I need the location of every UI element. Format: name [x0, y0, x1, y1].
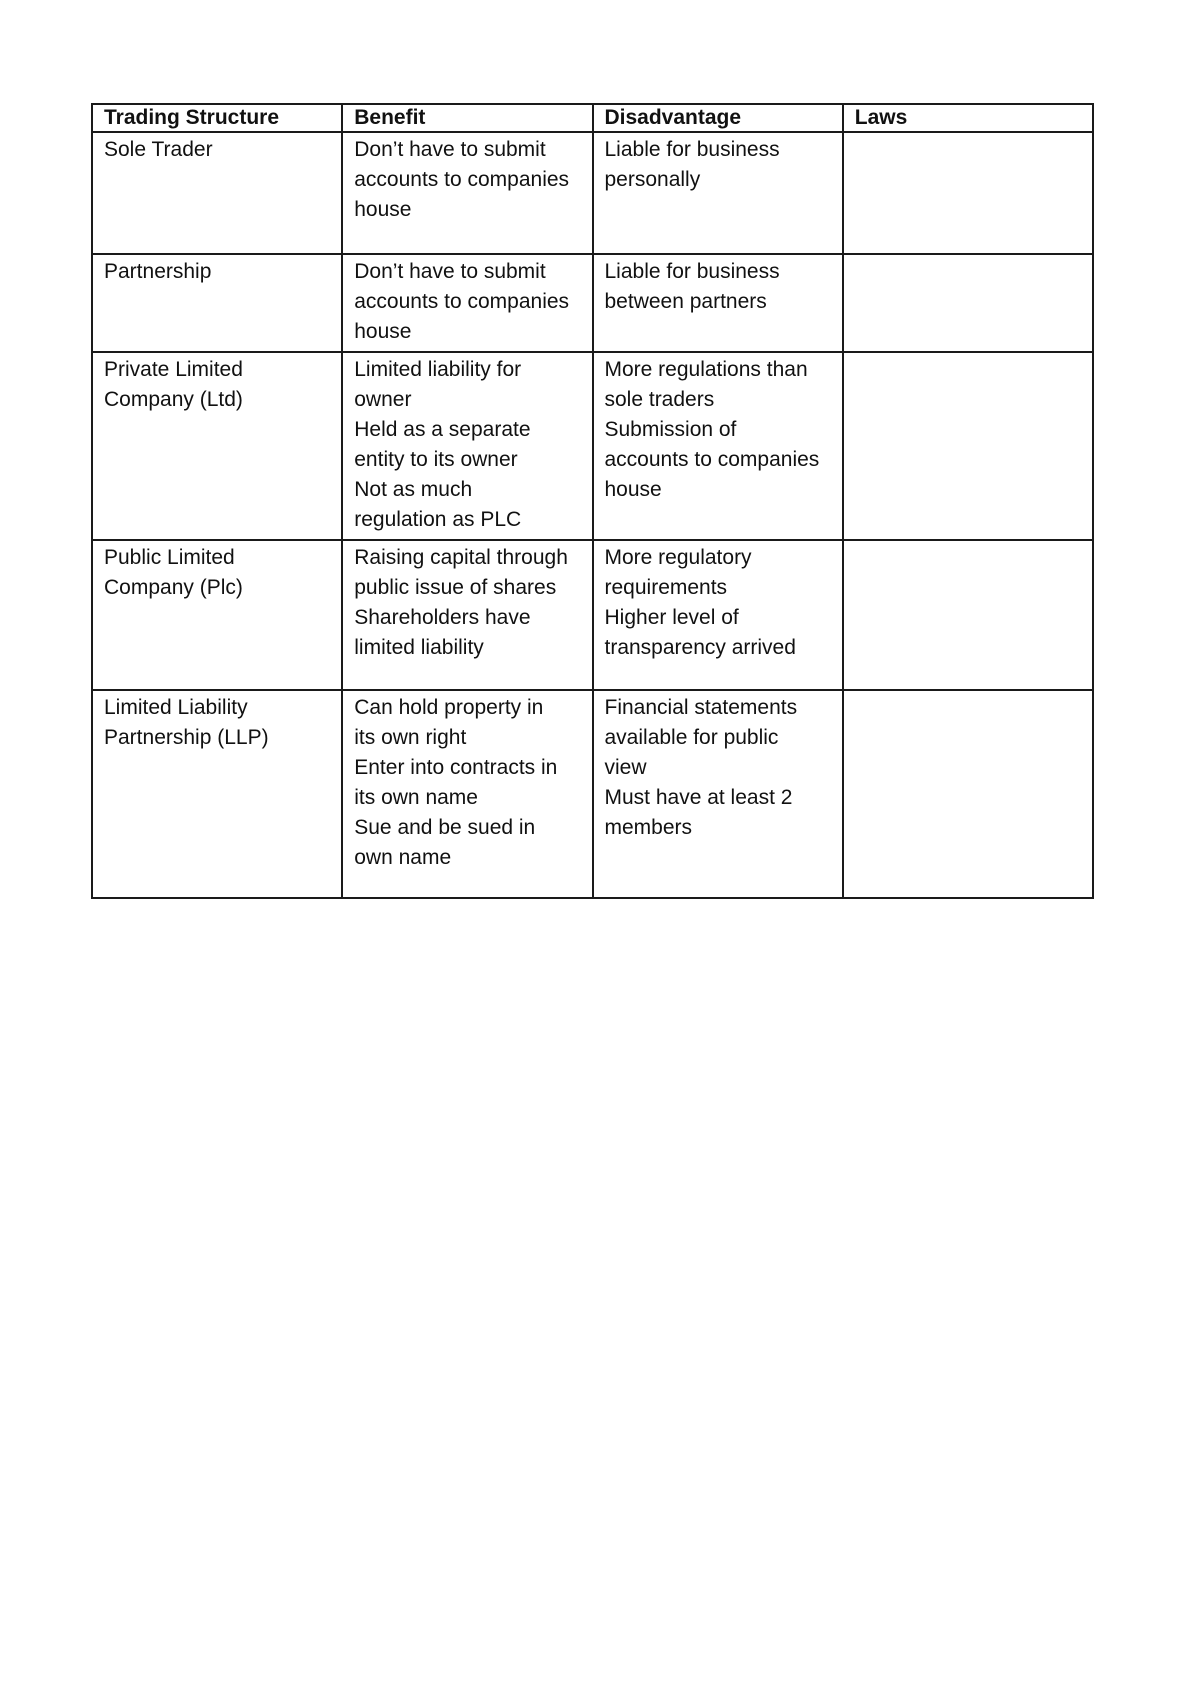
cell-laws — [843, 540, 1093, 690]
cell-line: accounts to companies — [604, 448, 820, 471]
cell-line: accounts to companies — [354, 168, 570, 191]
table-row — [92, 690, 1093, 898]
cell-line: Public Limited — [104, 546, 235, 569]
table-row — [92, 254, 1093, 352]
cell-line: between partners — [604, 290, 767, 313]
cell-line: Company (Ltd) — [104, 388, 243, 411]
cell-line: Can hold property in — [354, 696, 544, 719]
cell-line: More regulatory — [604, 546, 752, 569]
table-row — [92, 352, 1093, 540]
cell-disadvantage — [593, 132, 843, 254]
cell-line: Shareholders have — [354, 606, 531, 629]
cell-line: limited liability — [354, 636, 484, 659]
cell-benefit — [342, 254, 592, 352]
cell-line: regulation as PLC — [354, 508, 522, 531]
header-trading-structure: Trading Structure — [92, 104, 342, 132]
cell-line: Submission of — [604, 418, 737, 441]
cell-line: Must have at least 2 — [604, 786, 793, 809]
cell-line: public issue of shares — [354, 576, 557, 599]
cell-structure — [92, 352, 342, 540]
header-laws: Laws — [843, 104, 1093, 132]
cell-line: Liable for business — [604, 260, 780, 283]
cell-laws — [843, 352, 1093, 540]
cell-line: house — [354, 320, 412, 343]
cell-laws — [843, 690, 1093, 898]
cell-line: its own name — [354, 786, 478, 809]
trading-structure-table — [91, 103, 1094, 899]
table-row — [92, 132, 1093, 254]
cell-line: accounts to companies — [354, 290, 570, 313]
cell-line: Don’t have to submit — [354, 260, 546, 283]
cell-line: sole traders — [604, 388, 715, 411]
cell-line: members — [604, 816, 693, 839]
header-disadvantage: Disadvantage — [593, 104, 843, 132]
cell-line: own name — [354, 846, 452, 869]
cell-line: Higher level of — [604, 606, 739, 629]
cell-disadvantage — [593, 254, 843, 352]
cell-line: Partnership (LLP) — [104, 726, 269, 749]
header-benefit: Benefit — [342, 104, 592, 132]
cell-line: Limited liability for — [354, 358, 522, 381]
cell-benefit — [342, 540, 592, 690]
cell-line: house — [354, 198, 412, 221]
cell-line: Sole Trader — [104, 138, 213, 161]
cell-line: requirements — [604, 576, 728, 599]
cell-line: owner — [354, 388, 412, 411]
cell-benefit — [342, 352, 592, 540]
cell-line: Sue and be sued in — [354, 816, 536, 839]
cell-line: house — [604, 478, 662, 501]
cell-disadvantage — [593, 690, 843, 898]
cell-line: view — [604, 756, 647, 779]
cell-line: Enter into contracts in — [354, 756, 558, 779]
cell-disadvantage — [593, 540, 843, 690]
cell-line: Don’t have to submit — [354, 138, 546, 161]
cell-benefit — [342, 690, 592, 898]
cell-laws — [843, 132, 1093, 254]
cell-line: Limited Liability — [104, 696, 248, 719]
cell-line: available for public — [604, 726, 779, 749]
cell-laws — [843, 254, 1093, 352]
cell-line: More regulations than — [604, 358, 808, 381]
cell-structure — [92, 132, 342, 254]
cell-line: Company (Plc) — [104, 576, 243, 599]
cell-line: Liable for business — [604, 138, 780, 161]
cell-structure — [92, 690, 342, 898]
cell-line: Held as a separate — [354, 418, 531, 441]
cell-line: entity to its owner — [354, 448, 518, 471]
cell-line: Raising capital through — [354, 546, 568, 569]
cell-benefit — [342, 132, 592, 254]
cell-line: personally — [604, 168, 701, 191]
cell-line: transparency arrived — [604, 636, 796, 659]
cell-disadvantage — [593, 352, 843, 540]
table-row — [92, 540, 1093, 690]
cell-line: Private Limited — [104, 358, 243, 381]
cell-structure — [92, 254, 342, 352]
cell-line: Financial statements — [604, 696, 798, 719]
table-header-row — [92, 104, 1093, 132]
cell-line: its own right — [354, 726, 467, 749]
cell-line: Partnership — [104, 260, 212, 283]
cell-line: Not as much — [354, 478, 473, 501]
cell-structure — [92, 540, 342, 690]
